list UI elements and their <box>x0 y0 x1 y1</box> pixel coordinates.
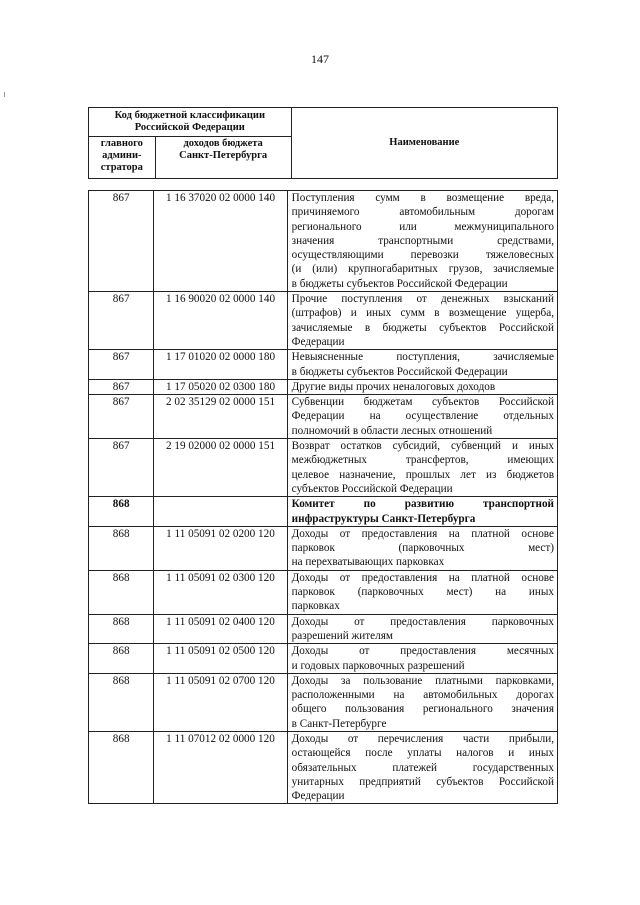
name-line: полномочий в области лесных отношений <box>291 424 493 437</box>
table-row <box>89 395 558 439</box>
admin-code-cell: 868 <box>89 644 154 674</box>
table-row <box>89 644 558 674</box>
income-code-cell: 1 16 37020 02 0000 140 <box>154 191 287 292</box>
name-line: Доходы от предоставления на платной основе <box>291 571 554 584</box>
name-cell <box>287 731 557 803</box>
income-code-cell: 1 11 05091 02 0700 120 <box>154 673 287 731</box>
table-row <box>89 526 558 570</box>
name-line: Субвенции бюджетам субъектов Российской <box>291 396 554 409</box>
table-row <box>89 191 558 292</box>
name-line: Доходы за пользование платными парковками, <box>291 674 554 687</box>
admin-code-cell: 867 <box>89 395 154 439</box>
name-line: целевое назначение, прошлых лет из бюджетов <box>291 468 554 481</box>
name-line: унитарных предприятий субъектов Российской <box>291 775 554 788</box>
name-line: (штрафов) и иных сумм в возмещение ущерба, <box>291 307 554 320</box>
name-cell <box>287 191 557 292</box>
name-line: Возврат остатков субсидий, субвенций и иных <box>291 440 554 453</box>
name-cell <box>287 673 557 731</box>
name-cell <box>287 570 557 614</box>
income-code-cell: 2 19 02000 02 0000 151 <box>154 439 287 497</box>
name-line: обязательных платежей государственных <box>291 761 554 774</box>
scan-mark <box>4 92 5 97</box>
name-cell <box>287 350 557 380</box>
name-line: на перехватывающих парковках <box>291 556 445 569</box>
name-line: Доходы от перечисления части прибыли, <box>291 732 554 745</box>
name-cell <box>287 614 557 644</box>
name-line: в бюджеты субъектов Российской Федерации <box>291 365 508 378</box>
name-line: Доходы от предоставления парковочных <box>291 615 554 628</box>
name-line: осуществляющими перевозки тяжеловесных <box>291 249 554 262</box>
income-code-cell: 1 11 05091 02 0300 120 <box>154 570 287 614</box>
income-code-cell: 1 17 05020 02 0300 180 <box>154 379 287 394</box>
income-code-cell: 1 11 07012 02 0000 120 <box>154 731 287 803</box>
name-line: и годовых парковочных разрешений <box>291 659 465 672</box>
name-line: Доходы от предоставления на платной основе <box>291 527 554 540</box>
table-row <box>89 497 558 527</box>
classification-table <box>88 190 558 804</box>
table-row <box>89 379 558 394</box>
name-line: Федерации <box>291 335 345 348</box>
table-row <box>89 731 558 803</box>
income-code-cell: 2 02 35129 02 0000 151 <box>154 395 287 439</box>
name-line: Другие виды прочих неналоговых доходов <box>291 380 496 393</box>
table-body <box>89 191 558 804</box>
name-line: Федерации <box>291 790 345 803</box>
name-line: межбюджетных трансфертов, имеющих <box>291 454 554 467</box>
income-code-cell: 1 11 05091 02 0400 120 <box>154 614 287 644</box>
name-line: разрешений жителям <box>291 629 393 642</box>
name-line: Невыясненные поступления, зачисляемые <box>291 351 554 364</box>
name-line: регионального или межмуниципального <box>291 220 554 233</box>
name-cell <box>287 497 557 527</box>
name-line: остающейся после уплаты налогов и иных <box>291 747 554 760</box>
name-line: инфраструктуры Санкт-Петербурга <box>291 512 476 525</box>
name-cell <box>287 379 557 394</box>
income-code-cell: 1 11 05091 02 0200 120 <box>154 526 287 570</box>
name-line: парковок (парковочных мест) на иных <box>291 586 554 599</box>
header-group-title: Код бюджетной классификации Российской Федерации <box>89 108 292 137</box>
name-line: Доходы от предоставления месячных <box>291 645 554 658</box>
header-admin-column: главного админи- стратора <box>89 137 156 179</box>
name-line: расположенными на автомобильных дорогах <box>291 689 554 702</box>
income-code-cell: 1 16 90020 02 0000 140 <box>154 292 287 350</box>
name-line: (и (или) крупногабаритных грузов, зачисляемые <box>291 263 554 276</box>
name-line: значения транспортными средствами, <box>291 234 554 247</box>
name-line: в Санкт-Петербурге <box>291 717 387 730</box>
admin-code-cell: 867 <box>89 379 154 394</box>
name-cell <box>287 526 557 570</box>
name-cell <box>287 395 557 439</box>
name-cell <box>287 439 557 497</box>
table-row <box>89 350 558 380</box>
name-line: в бюджеты субъектов Российской Федерации <box>291 277 508 290</box>
admin-code-cell: 867 <box>89 191 154 292</box>
name-line: причиняемого автомобильным дорогам <box>291 206 554 219</box>
income-code-cell: 1 11 05091 02 0500 120 <box>154 644 287 674</box>
name-cell <box>287 292 557 350</box>
admin-code-cell: 867 <box>89 439 154 497</box>
income-code-cell: 1 17 01020 02 0000 180 <box>154 350 287 380</box>
name-line: субъектов Российской Федерации <box>291 482 453 495</box>
admin-code-cell: 868 <box>89 731 154 803</box>
admin-code-cell: 868 <box>89 570 154 614</box>
table-row <box>89 614 558 644</box>
name-line: Поступления сумм в возмещение вреда, <box>291 192 554 204</box>
name-line: парковках <box>291 600 340 613</box>
admin-code-cell: 868 <box>89 673 154 731</box>
name-line: Федерации на осуществление отдельных <box>291 410 554 423</box>
name-cell <box>287 644 557 674</box>
page-number: 147 <box>311 52 329 66</box>
table-row <box>89 570 558 614</box>
header-code-column: доходов бюджета Санкт-Петербурга <box>155 137 291 179</box>
name-line: зачисляемые в бюджеты субъектов Российской <box>291 321 554 334</box>
table-row <box>89 292 558 350</box>
name-line: Прочие поступления от денежных взысканий <box>291 293 554 306</box>
table-row <box>89 439 558 497</box>
admin-code-cell: 867 <box>89 292 154 350</box>
admin-code-cell: 867 <box>89 350 154 380</box>
admin-code-cell: 868 <box>89 526 154 570</box>
name-line: Комитет по развитию транспортной <box>291 498 554 511</box>
name-line: парковок (парковочных мест) <box>291 542 554 555</box>
table-header <box>88 107 558 179</box>
admin-code-cell: 868 <box>89 614 154 644</box>
header-name-column: Наименование <box>291 108 557 179</box>
name-line: общего пользования регионального значения <box>291 703 554 716</box>
admin-code-cell: 868 <box>89 497 154 527</box>
table-row <box>89 673 558 731</box>
income-code-cell <box>154 497 287 527</box>
